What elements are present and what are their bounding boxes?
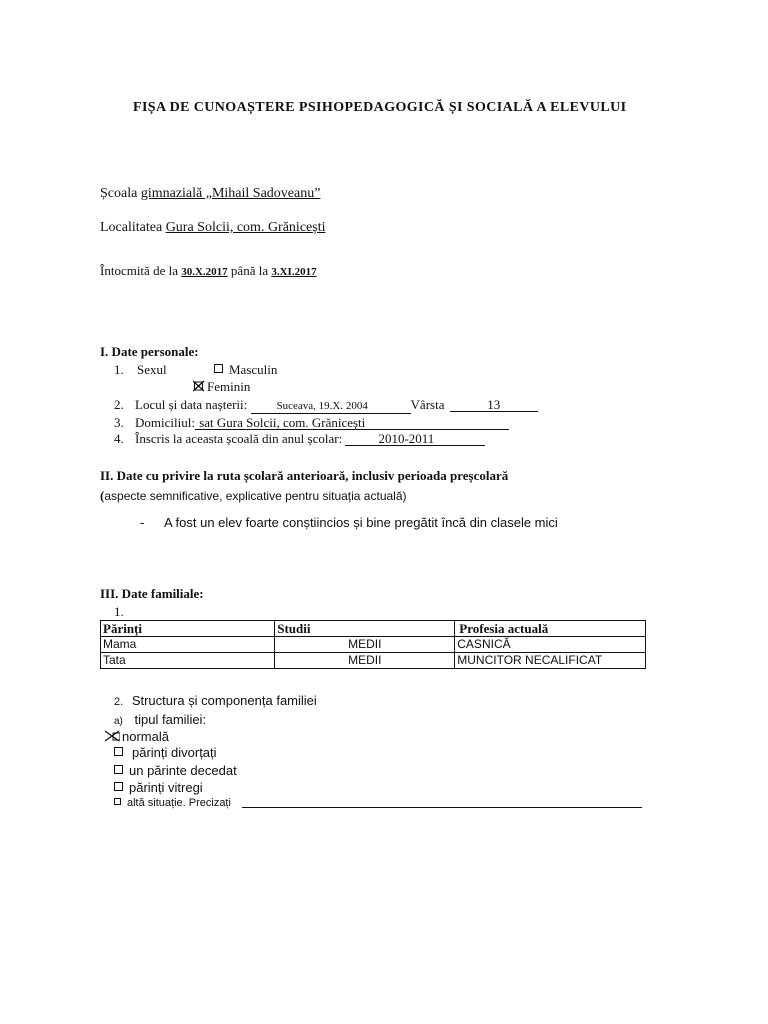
school-label: Școala bbox=[100, 186, 138, 201]
address-row bbox=[114, 415, 509, 431]
locality-label: Localitatea bbox=[100, 220, 163, 235]
school-line bbox=[100, 186, 320, 202]
option-normal bbox=[104, 729, 169, 744]
option-step bbox=[114, 780, 203, 795]
page-title: FIȘA DE CUNOAȘTERE PSIHOPEDAGOGICĂ ȘI SOCIALĂ A ELEVULUI bbox=[133, 100, 627, 115]
subheading-text: aspecte semnificative, explicative pentru situația actuală) bbox=[104, 489, 407, 503]
male-label: Masculin bbox=[229, 362, 278, 377]
other-specify-line[interactable] bbox=[242, 807, 642, 808]
cell-parent: Mama bbox=[101, 637, 275, 653]
table-row bbox=[101, 637, 646, 653]
normal-checkbox-checked[interactable] bbox=[104, 730, 120, 742]
age-label: Vârsta bbox=[410, 397, 445, 412]
type-row bbox=[114, 712, 206, 727]
cell-profession: CASNICĂ bbox=[455, 637, 646, 653]
option-deceased bbox=[114, 763, 237, 778]
cell-studies: MEDII bbox=[275, 653, 455, 669]
option-male bbox=[214, 362, 277, 378]
section2-heading: II. Date cu privire la ruta școlară anterioară, inclusiv perioada preșcolară bbox=[100, 468, 509, 483]
section3-item1-num: 1. bbox=[114, 604, 124, 619]
enroll-row bbox=[114, 431, 485, 447]
other-checkbox[interactable] bbox=[114, 798, 121, 805]
cell-parent: Tata bbox=[101, 653, 275, 669]
option-other bbox=[114, 797, 231, 809]
header-parents: Părinți bbox=[101, 621, 275, 637]
enroll-value: 2010-2011 bbox=[345, 432, 485, 446]
table-row bbox=[101, 653, 646, 669]
note-text: A fost un elev foarte conștiincios și bine pregătit încă din clasele mici bbox=[163, 515, 558, 530]
item2-num: 2. bbox=[114, 696, 124, 708]
type-label: tipul familiei: bbox=[134, 712, 207, 727]
birth-row bbox=[114, 397, 538, 414]
address-label: Domiciliul: bbox=[135, 415, 195, 430]
structure-row bbox=[114, 693, 317, 708]
enroll-label: Înscris la aceasta școală din anul școlar: bbox=[135, 431, 343, 446]
divorced-checkbox[interactable] bbox=[114, 747, 123, 756]
sex-row bbox=[114, 362, 167, 378]
table-header-row bbox=[101, 621, 646, 637]
divorced-label: părinți divorțați bbox=[132, 745, 217, 760]
birth-label: Locul și data nașterii: bbox=[135, 397, 248, 412]
item1-num: 1. bbox=[114, 362, 124, 377]
header-studies: Studii bbox=[275, 621, 455, 637]
check-x-icon bbox=[104, 730, 120, 742]
address-value: sat Gura Solcii, com. Grănicești bbox=[195, 416, 509, 430]
check-x-icon bbox=[193, 380, 205, 392]
period-line bbox=[100, 263, 317, 279]
step-label: părinți vitregi bbox=[129, 780, 203, 795]
other-label: altă situație. Precizați bbox=[127, 797, 231, 809]
option-female bbox=[193, 379, 250, 395]
note-row bbox=[140, 515, 558, 530]
deceased-checkbox[interactable] bbox=[114, 765, 123, 774]
family-table bbox=[100, 620, 646, 669]
birth-value: Suceava, 19.X. 2004 bbox=[251, 400, 411, 414]
normal-label: normală bbox=[122, 729, 169, 744]
period-prefix: Întocmită de la bbox=[100, 263, 178, 278]
option-divorced bbox=[114, 745, 217, 760]
school-value: gimnazială „Mihail Sadoveanu” bbox=[140, 186, 321, 201]
section3-heading: III. Date familiale: bbox=[100, 586, 204, 601]
deceased-label: un părinte decedat bbox=[129, 763, 237, 778]
cell-profession: MUNCITOR NECALIFICAT bbox=[455, 653, 646, 669]
structure-label: Structura și componența familiei bbox=[131, 693, 317, 708]
note-bullet: - bbox=[140, 515, 145, 530]
period-mid: până la bbox=[230, 263, 269, 278]
locality-line bbox=[100, 220, 325, 236]
period-from: 30.X.2017 bbox=[181, 266, 228, 278]
cell-studies: MEDII bbox=[275, 637, 455, 653]
item2-num: 2. bbox=[114, 397, 124, 412]
female-checkbox-checked[interactable] bbox=[193, 380, 205, 392]
paren-open: ( bbox=[100, 488, 105, 503]
header-profession: Profesia actuală bbox=[455, 621, 646, 637]
item4-num: 4. bbox=[114, 431, 124, 446]
step-checkbox[interactable] bbox=[114, 782, 123, 791]
sex-label: Sexul bbox=[137, 362, 167, 377]
period-to: 3.XI.2017 bbox=[271, 266, 317, 278]
locality-value: Gura Solcii, com. Grănicești bbox=[165, 220, 326, 235]
sub-a: a) bbox=[114, 716, 123, 727]
section1-heading: I. Date personale: bbox=[100, 344, 199, 359]
section2-subheading bbox=[100, 488, 407, 504]
female-label: Feminin bbox=[207, 379, 251, 394]
age-value: 13 bbox=[450, 398, 538, 412]
male-checkbox[interactable] bbox=[214, 364, 223, 373]
item3-num: 3. bbox=[114, 415, 124, 430]
